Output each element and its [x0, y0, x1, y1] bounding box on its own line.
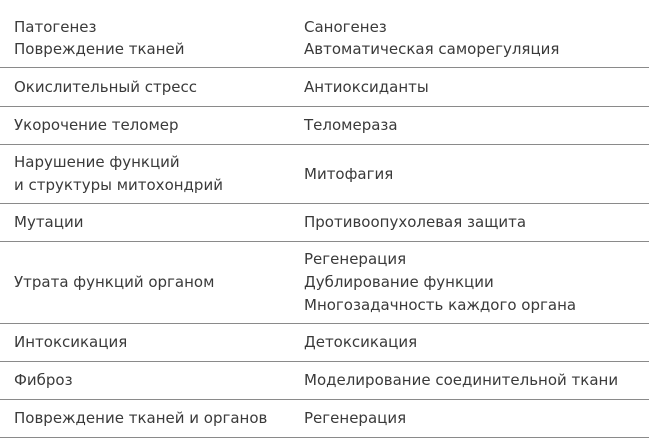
- cell-text: Интоксикация: [14, 333, 128, 351]
- cell-text: Укорочение теломер: [14, 116, 179, 134]
- cell-text: Дублирование функции: [304, 273, 494, 291]
- cell-text: и структуры митохондрий: [14, 176, 223, 194]
- header-left-title: Патогенез: [14, 18, 97, 36]
- pathogenesis-cell: [0, 151, 290, 197]
- cell-text: Антиоксиданты: [304, 77, 429, 96]
- table-row: [0, 145, 649, 204]
- sanogenesis-cell: [290, 248, 649, 317]
- header-left-subtitle: Повреждение тканей: [14, 40, 185, 58]
- table-row: [0, 400, 649, 438]
- table-row: [0, 362, 649, 400]
- table-row: [0, 324, 649, 362]
- pathogenesis-cell: [0, 76, 290, 99]
- cell-text: Фиброз: [14, 371, 73, 389]
- pathogenesis-cell: [0, 114, 290, 137]
- cell-text: Утрата функций органом: [14, 273, 215, 291]
- pathogenesis-cell: [0, 331, 290, 354]
- sanogenesis-cell: [290, 114, 649, 137]
- pathogenesis-cell: [0, 211, 290, 234]
- header-right-subtitle: Автоматическая саморегуляция: [304, 40, 560, 58]
- header-cell-pathogenesis: [0, 16, 290, 60]
- sanogenesis-cell: [290, 76, 649, 99]
- pathogenesis-cell: [0, 407, 290, 430]
- cell-text: Регенерация: [304, 250, 407, 268]
- cell-text: Моделирование соединительной ткани: [304, 371, 619, 389]
- cell-text: Регенерация: [304, 409, 407, 427]
- cell-text: Окислительный стресс: [14, 77, 197, 96]
- pathogenesis-cell: [0, 271, 290, 294]
- cell-text: Теломераза: [304, 116, 398, 134]
- table-row: [0, 204, 649, 242]
- pathogenesis-cell: [0, 369, 290, 392]
- table-header-row: [0, 0, 649, 68]
- cell-text: Митофагия: [304, 164, 394, 183]
- sanogenesis-cell: [290, 211, 649, 234]
- cell-text: Мутации: [14, 213, 84, 231]
- sanogenesis-cell: [290, 407, 649, 430]
- table-row: [0, 107, 649, 145]
- cell-text: Детоксикация: [304, 333, 418, 351]
- cell-text: Повреждение тканей и органов: [14, 409, 268, 427]
- cell-text: Нарушение функций: [14, 153, 180, 171]
- cell-text: Противоопухолевая защита: [304, 213, 527, 231]
- sanogenesis-cell: [290, 369, 649, 392]
- table-row: [0, 242, 649, 324]
- cell-text: Многозадачность каждого органа: [304, 296, 577, 314]
- header-cell-sanogenesis: [290, 16, 649, 60]
- header-right-title: Саногенез: [304, 18, 387, 36]
- sanogenesis-cell: [290, 163, 649, 186]
- sanogenesis-cell: [290, 331, 649, 354]
- table-row: [0, 68, 649, 107]
